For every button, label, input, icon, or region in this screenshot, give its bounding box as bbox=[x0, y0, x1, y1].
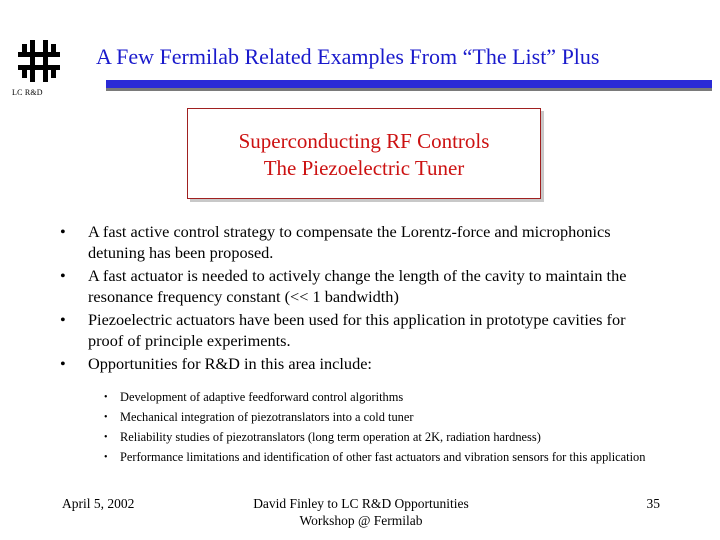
bullet-marker: • bbox=[60, 222, 66, 241]
topic-box bbox=[187, 108, 541, 199]
footer-presenter bbox=[210, 495, 512, 529]
sub-bullet-text: Development of adaptive feedforward control algorithms bbox=[120, 390, 404, 404]
bullet-text: Piezoelectric actuators have been used for this application in prototype cavities for proof of principle experiments. bbox=[88, 310, 626, 350]
bullet-text: A fast actuator is needed to actively change the length of the cavity to maintain the resonance frequency constant (<< 1 bandwidth) bbox=[88, 266, 627, 306]
slide-title: A Few Fermilab Related Examples From “The List” Plus bbox=[96, 44, 600, 69]
bullet-item bbox=[58, 310, 658, 351]
bullet-item bbox=[58, 266, 658, 307]
footer-center-line-1: David Finley to LC R&D Opportunities bbox=[253, 496, 469, 511]
footer-date: April 5, 2002 bbox=[62, 496, 135, 511]
footer-center-line-2: Workshop @ Fermilab bbox=[299, 513, 423, 528]
bullet-marker: • bbox=[60, 266, 66, 285]
main-bullet-list bbox=[58, 222, 658, 378]
sub-bullet-list bbox=[104, 390, 664, 470]
bullet-item bbox=[58, 354, 658, 375]
sub-bullet-marker: • bbox=[104, 452, 108, 463]
sub-bullet-text: Performance limitations and identification of other fast actuators and vibration sensors for this application bbox=[120, 450, 646, 464]
bullet-text: A fast active control strategy to compensate the Lorentz-force and microphonics detuning has been proposed. bbox=[88, 222, 611, 262]
bullet-marker: • bbox=[60, 354, 66, 373]
sub-bullet-item bbox=[104, 410, 664, 426]
sub-bullet-item bbox=[104, 450, 664, 466]
bullet-text: Opportunities for R&D in this area include: bbox=[88, 354, 372, 373]
sub-bullet-marker: • bbox=[104, 392, 108, 403]
sub-bullet-item bbox=[104, 430, 664, 446]
sub-bullet-item bbox=[104, 390, 664, 406]
fermilab-logo-icon bbox=[16, 38, 62, 84]
topic-line-1: Superconducting RF Controls bbox=[238, 129, 490, 153]
page-number: 35 bbox=[646, 496, 660, 511]
sub-bullet-marker: • bbox=[104, 412, 108, 423]
bullet-item bbox=[58, 222, 658, 263]
title-rule bbox=[106, 80, 712, 91]
sub-bullet-marker: • bbox=[104, 432, 108, 443]
sub-bullet-text: Reliability studies of piezotranslators (long term operation at 2K, radiation hardness) bbox=[120, 430, 541, 444]
logo-caption: LC R&D bbox=[12, 88, 43, 97]
bullet-marker: • bbox=[60, 310, 66, 329]
sub-bullet-text: Mechanical integration of piezotranslators into a cold tuner bbox=[120, 410, 414, 424]
topic-line-2: The Piezoelectric Tuner bbox=[263, 156, 465, 180]
